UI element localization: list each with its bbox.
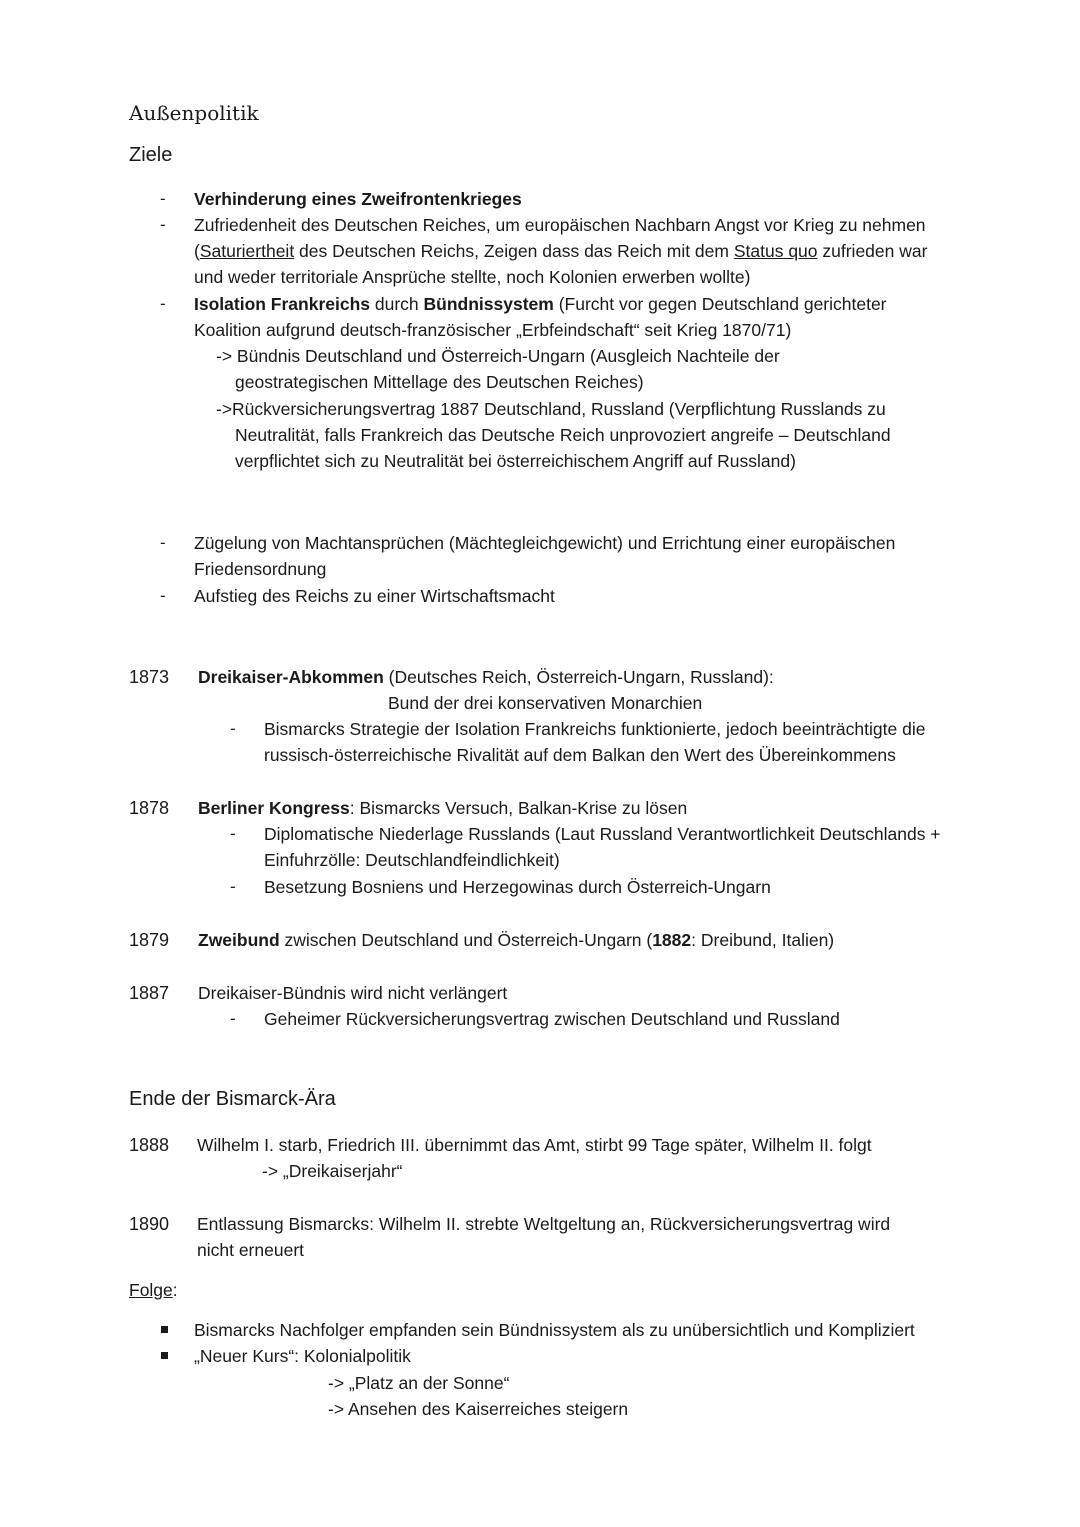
goal-item-5-line: Aufstieg des Reichs zu einer Wirtschaftsmacht bbox=[194, 586, 555, 606]
goal-item-2-line: Zufriedenheit des Deutschen Reiches, um europäischen Nachbarn Angst vor Krieg zu nehmen bbox=[194, 215, 926, 235]
section-heading-ende: Ende der Bismarck-Ära bbox=[129, 1088, 336, 1110]
goal-item-3-line: Isolation Frankreichs durch Bündnissystem (Furcht vor gegen Deutschland gerichteter bbox=[194, 294, 887, 314]
timeline-year: 1879 bbox=[129, 930, 170, 950]
timeline-bullet-line: Bismarcks Strategie der Isolation Frankreichs funktionierte, jedoch beeinträchtigte die bbox=[264, 719, 926, 739]
square-bullet-icon bbox=[161, 1326, 168, 1333]
goal-item-3-subline: Neutralität, falls Frankreich das Deutsche Reich unprovoziert angreife – Deutschland bbox=[235, 425, 891, 445]
timeline-entry: Wilhelm I. starb, Friedrich III. übernimmt das Amt, stirbt 99 Tage später, Wilhelm II. folgt bbox=[197, 1135, 872, 1155]
goal-item-3-subline: geostrategischen Mittellage des Deutschen Reiches) bbox=[235, 372, 644, 392]
square-bullet-icon bbox=[161, 1352, 168, 1359]
consequence-subitem: -> Ansehen des Kaiserreiches steigern bbox=[328, 1399, 629, 1419]
timeline-year: 1888 bbox=[129, 1135, 170, 1155]
section-heading-ziele: Ziele bbox=[129, 144, 173, 166]
timeline-entry: Berliner Kongress: Bismarcks Versuch, Balkan-Krise zu lösen bbox=[198, 798, 688, 818]
bullet-dash: - bbox=[230, 1009, 236, 1028]
bullet-dash: - bbox=[160, 586, 166, 605]
goal-item-1: Verhinderung eines Zweifrontenkrieges bbox=[194, 189, 522, 209]
timeline-entry: Dreikaiser-Bündnis wird nicht verlängert bbox=[198, 983, 508, 1003]
goal-item-3-subline: -> Bündnis Deutschland und Österreich-Ungarn (Ausgleich Nachteile der bbox=[216, 346, 780, 366]
goal-item-2-line: (Saturiertheit des Deutschen Reichs, Zeigen dass das Reich mit dem Status quo zufrieden war bbox=[194, 241, 928, 261]
timeline-entry-centered: Bund der drei konservativen Monarchien bbox=[388, 693, 703, 713]
timeline-bullet-line: Besetzung Bosniens und Herzegowinas durch Österreich-Ungarn bbox=[264, 877, 771, 897]
bullet-dash: - bbox=[230, 824, 236, 843]
timeline-year: 1890 bbox=[129, 1214, 170, 1234]
goal-item-3-subline: ->Rückversicherungsvertrag 1887 Deutschland, Russland (Verpflichtung Russlands zu bbox=[216, 399, 886, 419]
timeline-entry-arrow: -> „Dreikaiserjahr“ bbox=[262, 1161, 403, 1181]
timeline-entry: nicht erneuert bbox=[197, 1240, 305, 1260]
page-title: Außenpolitik bbox=[129, 101, 259, 125]
timeline-year: 1887 bbox=[129, 983, 170, 1003]
timeline-entry: Dreikaiser-Abkommen (Deutsches Reich, Österreich-Ungarn, Russland): bbox=[198, 667, 774, 687]
bullet-dash: - bbox=[160, 294, 166, 313]
bullet-dash: - bbox=[230, 877, 236, 896]
goal-item-3-subline: verpflichtet sich zu Neutralität bei österreichischem Angriff auf Russland) bbox=[235, 451, 796, 471]
timeline-bullet-line: Geheimer Rückversicherungsvertrag zwischen Deutschland und Russland bbox=[264, 1009, 840, 1029]
goal-item-2-line: und weder territoriale Ansprüche stellte, noch Kolonien erwerben wollte) bbox=[194, 267, 751, 287]
consequence-subitem: -> „Platz an der Sonne“ bbox=[328, 1373, 510, 1393]
bullet-dash: - bbox=[230, 719, 236, 738]
timeline-bullet-line: Einfuhrzölle: Deutschlandfeindlichkeit) bbox=[264, 850, 560, 870]
goal-item-4-line: Friedensordnung bbox=[194, 559, 327, 579]
goal-item-4-line: Zügelung von Machtansprüchen (Mächtegleichgewicht) und Errichtung einer europäischen bbox=[194, 533, 896, 553]
timeline-year: 1878 bbox=[129, 798, 170, 818]
timeline-entry: Zweibund zwischen Deutschland und Österreich-Ungarn (1882: Dreibund, Italien) bbox=[198, 930, 835, 950]
consequence-item: „Neuer Kurs“: Kolonialpolitik bbox=[194, 1346, 411, 1366]
timeline-year: 1873 bbox=[129, 667, 170, 687]
timeline-bullet-line: russisch-österreichische Rivalität auf dem Balkan den Wert des Übereinkommens bbox=[264, 745, 896, 765]
timeline-entry: Entlassung Bismarcks: Wilhelm II. strebte Weltgeltung an, Rückversicherungsvertrag wird bbox=[197, 1214, 891, 1234]
consequence-item: Bismarcks Nachfolger empfanden sein Bündnissystem als zu unübersichtlich und Kompliziert bbox=[194, 1320, 915, 1340]
bullet-dash: - bbox=[160, 189, 166, 208]
bullet-dash: - bbox=[160, 533, 166, 552]
bullet-dash: - bbox=[160, 215, 166, 234]
consequence-label: Folge: bbox=[129, 1280, 178, 1300]
goal-item-3-line: Koalition aufgrund deutsch-französischer „Erbfeindschaft“ seit Krieg 1870/71) bbox=[194, 320, 792, 340]
timeline-bullet-line: Diplomatische Niederlage Russlands (Laut Russland Verantwortlichkeit Deutschlands + bbox=[264, 824, 941, 844]
